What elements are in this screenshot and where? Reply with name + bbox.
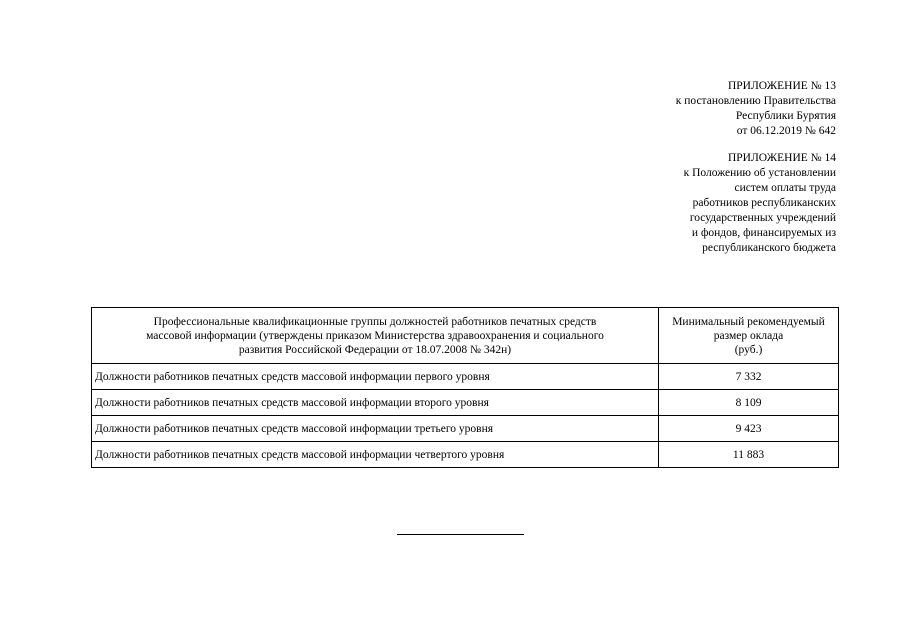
annex-main-line: к постановлению Правительства (675, 95, 836, 107)
table-row (92, 442, 839, 468)
annex-sub-title: ПРИЛОЖЕНИЕ № 14 (727, 152, 836, 164)
table-row (92, 390, 839, 416)
table-row (92, 416, 839, 442)
annex-sub-line: республиканского бюджета (702, 242, 836, 254)
footer-divider (397, 534, 524, 535)
group-cell: Должности работников печатных средств массовой информации четвертого уровня (92, 442, 659, 468)
table-header-row (92, 308, 839, 364)
header-salary-line: размер оклада (713, 329, 784, 342)
annex-sub-line: работников республиканских (692, 197, 836, 209)
salary-value: 11 883 (659, 442, 839, 468)
header-group-line: развития Российской Федерации от 18.07.2008 № 342н) (238, 343, 512, 356)
annex-main-block (676, 79, 836, 139)
annex-main-line: Республики Бурятия (735, 110, 836, 122)
salary-table (91, 307, 839, 468)
header-qualification-groups (92, 308, 659, 364)
header-group-line: Профессиональные квалификационные группы должностей работников печатных средств (153, 315, 597, 328)
table-row (92, 364, 839, 390)
header-min-salary (659, 308, 839, 364)
annex-sub-line: к Положению об установлении (683, 167, 836, 179)
group-cell: Должности работников печатных средств массовой информации первого уровня (92, 364, 659, 390)
group-cell: Должности работников печатных средств массовой информации третьего уровня (92, 416, 659, 442)
header-salary-line: (руб.) (734, 343, 763, 356)
header-group-line: массовой информации (утверждены приказом Министерства здравоохранения и социального (146, 329, 604, 342)
annex-main-date: от 06.12.2019 № 642 (736, 125, 836, 137)
group-cell: Должности работников печатных средств массовой информации второго уровня (92, 390, 659, 416)
annex-main-title: ПРИЛОЖЕНИЕ № 13 (727, 80, 836, 92)
annex-sub-line: систем оплаты труда (734, 182, 836, 194)
salary-value: 7 332 (659, 364, 839, 390)
salary-value: 8 109 (659, 390, 839, 416)
annex-sub-line: государственных учреждений (689, 212, 836, 224)
annex-sub-block (684, 151, 836, 256)
header-salary-line: Минимальный рекомендуемый (672, 315, 825, 328)
salary-value: 9 423 (659, 416, 839, 442)
annex-sub-line: и фондов, финансируемых из (691, 227, 836, 239)
